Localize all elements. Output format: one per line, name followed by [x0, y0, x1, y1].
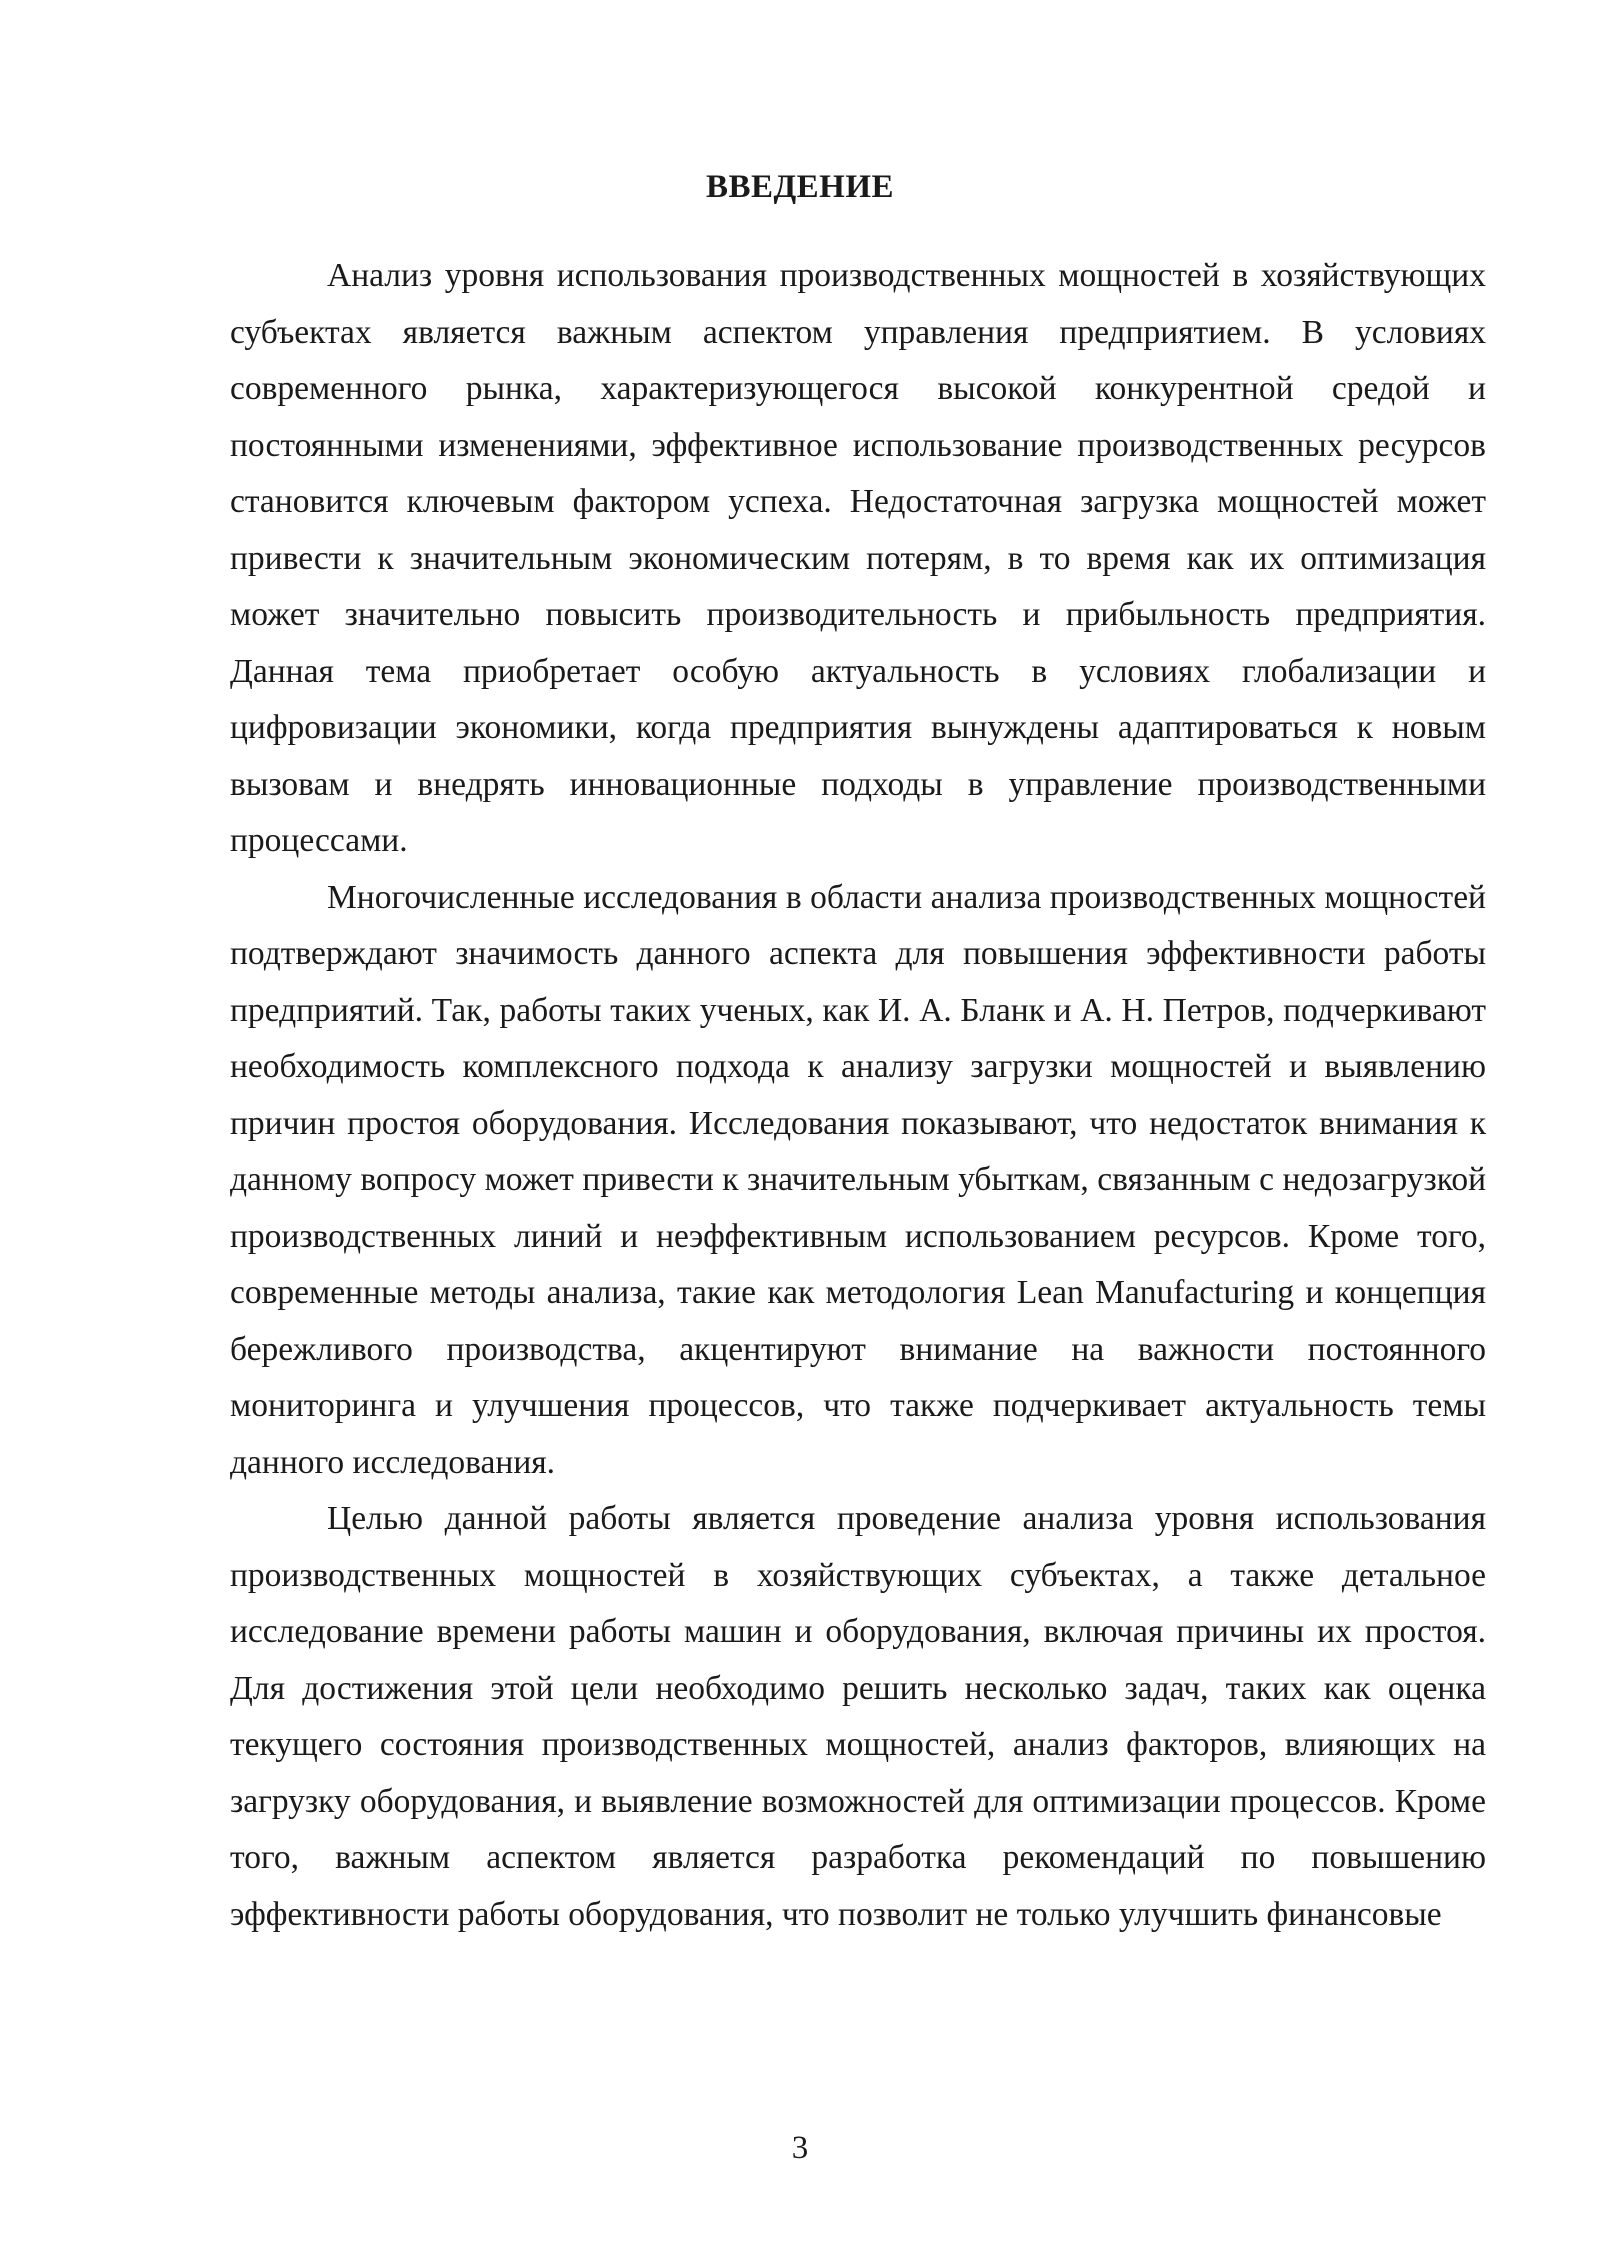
document-body — [230, 248, 1486, 1943]
paragraph-3: Целью данной работы является проведение анализа уровня использования производственных мощностей в хозяйствующих субъектах, а также детальное исследование времени работы машин и оборудования, включая причины их простоя. Для достижения этой цели необходимо решить несколько задач, таких как оценка текущего состояния производственных мощностей, анализ факторов, влияющих на загрузку оборудования, и выявление возможностей для оптимизации процессов. Кроме того, важным аспектом является разработка рекомендаций по повышению эффективности работы оборудования, что позволит не только улучшить финансовые — [230, 1500, 1486, 1933]
section-title: ВВЕДЕНИЕ — [705, 169, 895, 205]
page-number: 3 — [791, 2130, 809, 2166]
paragraph-1: Анализ уровня использования производственных мощностей в хозяйствующих субъектах является важным аспектом управления предприятием. В условиях современного рынка, характеризующегося высокой конкурентной средой и постоянными изменениями, эффективное использование производственных ресурсов становится ключевым фактором успеха. Недостаточная загрузка мощностей может привести к значительным экономическим потерям, в то время как их оптимизация может значительно повысить производительность и прибыльность предприятия. Данная тема приобретает особую актуальность в условиях глобализации и цифровизации экономики, когда предприятия вынуждены адаптироваться к новым вызовам и внедрять инновационные подходы в управление производственными процессами. — [230, 257, 1486, 859]
paragraph-2: Многочисленные исследования в области анализа производственных мощностей подтверждают значимость данного аспекта для повышения эффективности работы предприятий. Так, работы таких ученых, как И. А. Бланк и А. Н. Петров, подчеркивают необходимость комплексного подхода к анализу загрузки мощностей и выявлению причин простоя оборудования. Исследования показывают, что недостаток внимания к данному вопросу может привести к значительным убыткам, связанным с недозагрузкой производственных линий и неэффективным использованием ресурсов. Кроме того, современные методы анализа, такие как методология Lean Manufacturing и концепция бережливого производства, акцентируют внимание на важности постоянного мониторинга и улучшения процессов, что также подчеркивает актуальность темы данного исследования. — [230, 878, 1486, 1481]
